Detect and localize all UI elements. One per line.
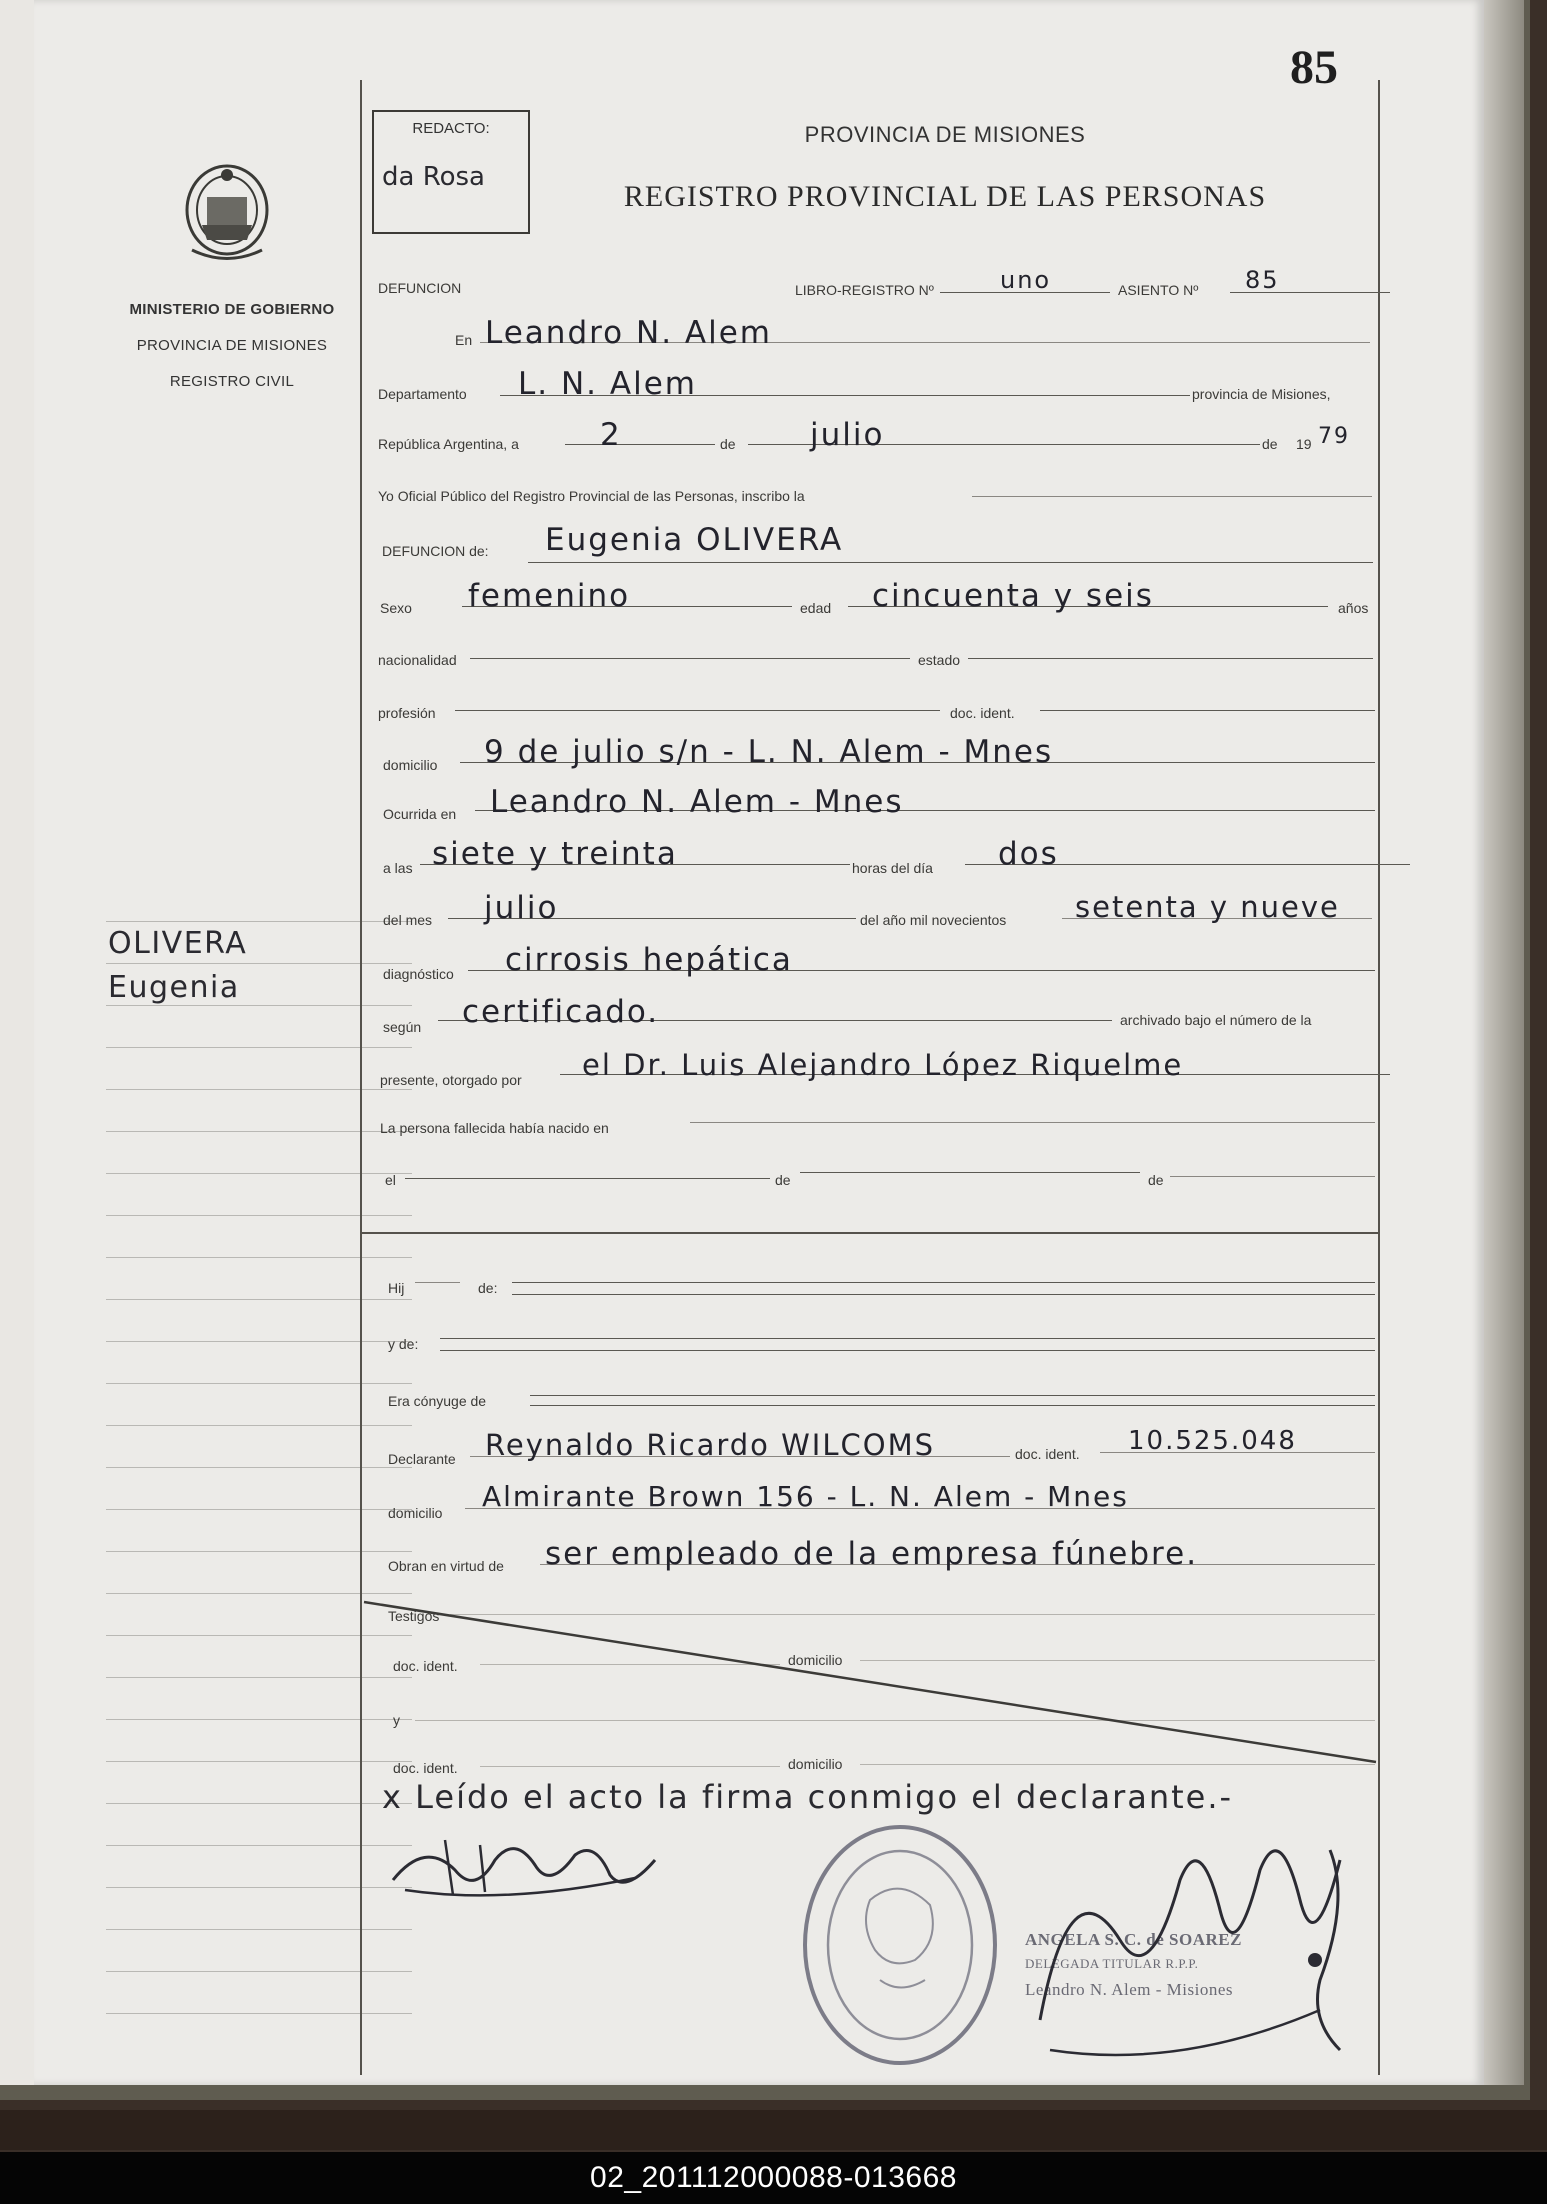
hijo-de-rule-2	[512, 1294, 1375, 1295]
province-header: PROVINCIA DE MISIONES	[804, 122, 1086, 147]
ministry-province: PROVINCIA DE MISIONES	[136, 337, 328, 354]
diagnostico-label: diagnóstico	[383, 966, 454, 982]
mes-value: julio	[810, 417, 885, 453]
stamp-place: Leandro N. Alem - Misiones	[1025, 1980, 1233, 1999]
declarant-signature	[385, 1820, 665, 1910]
testigos-strike-line	[362, 1590, 1378, 1790]
ministry-name: MINISTERIO DE GOBIERNO	[129, 301, 335, 318]
redacto-box	[372, 110, 530, 234]
domicilio-value: 9 de julio s/n - L. N. Alem - Mnes	[484, 734, 1054, 770]
anos-label: años	[1338, 600, 1369, 616]
archivado-label: archivado bajo el número de la	[1120, 1012, 1312, 1028]
testigo2-dom-label: domicilio	[788, 1756, 843, 1772]
redacto-label: REDACTO:	[412, 120, 490, 137]
horas-del-dia-label: horas del día	[852, 860, 933, 876]
conyuge-rule-2	[530, 1405, 1375, 1406]
estado-label: estado	[918, 652, 961, 668]
segun-label: según	[383, 1019, 422, 1035]
testigo2-doc-label: doc. ident.	[393, 1760, 458, 1776]
registry-header: REGISTRO PROVINCIAL DE LAS PERSONAS	[623, 180, 1267, 213]
profesion-label: profesión	[378, 705, 436, 721]
de3-label: de	[1148, 1172, 1164, 1188]
dia-rule	[565, 444, 715, 445]
section-divider	[362, 1232, 1378, 1234]
nacido-label: La persona fallecida había nacido en	[380, 1120, 609, 1136]
declarante-doc-value: 10.525.048	[1128, 1426, 1297, 1456]
defuncion-de-value: Eugenia OLIVERA	[545, 522, 844, 558]
el-label: el	[385, 1172, 396, 1188]
de3-rule	[1170, 1176, 1375, 1177]
asiento-value: 85	[1245, 266, 1280, 294]
de-anio-label: de	[1262, 436, 1278, 452]
declarante-value: Reynaldo Ricardo WILCOMS	[485, 1428, 936, 1462]
conyuge-label: Era cónyuge de	[388, 1393, 487, 1409]
nacionalidad-label: nacionalidad	[378, 652, 457, 668]
obran-value: ser empleado de la empresa fúnebre.	[545, 1536, 1199, 1572]
anio-value: 79	[1318, 424, 1350, 449]
testigo1-doc-label: doc. ident.	[393, 1658, 458, 1674]
diagnostico-value: cirrosis hepática	[505, 942, 793, 978]
image-caption-bar	[0, 2152, 1547, 2204]
dia-muerte-value: dos	[998, 836, 1059, 872]
de-label: de	[720, 436, 736, 452]
asiento-label: ASIENTO Nº	[1118, 282, 1199, 298]
edad-value: cincuenta y seis	[872, 578, 1154, 614]
left-margin-column	[62, 0, 362, 2085]
y-de-label: y de:	[388, 1336, 419, 1352]
margin-note	[108, 922, 368, 1010]
y-de-rule-2	[440, 1350, 1375, 1351]
libro-value: uno	[1000, 266, 1052, 294]
domicilio-label: domicilio	[383, 757, 438, 773]
presente-label: presente, otorgado por	[380, 1072, 522, 1088]
testigo1-dom-label: domicilio	[788, 1652, 843, 1668]
en-value: Leandro N. Alem	[485, 315, 772, 351]
sexo-value: femenino	[468, 578, 631, 614]
libro-label: LIBRO-REGISTRO Nº	[795, 282, 934, 298]
en-label: En	[455, 332, 473, 348]
de2-label: de	[775, 1172, 791, 1188]
sexo-label: Sexo	[380, 600, 412, 616]
del-anio-label: del año mil novecientos	[860, 912, 1007, 928]
leido-statement: x Leído el acto la firma conmigo el declarante.-	[382, 1778, 1234, 1816]
anio-prefix: 19	[1296, 436, 1312, 452]
hijo-de-label: de:	[478, 1280, 498, 1296]
hijo-label: Hij	[388, 1280, 405, 1296]
stamp-name: ANGELA S. C. de SOAREZ	[1025, 1930, 1242, 1949]
official-signature	[1010, 1820, 1370, 2080]
a-las-label: a las	[383, 860, 413, 876]
departamento-label: Departamento	[378, 386, 467, 402]
y-de-rule-1	[440, 1338, 1375, 1339]
hijo-de-rule-1	[512, 1282, 1375, 1283]
testigos-label: Testigos	[388, 1608, 440, 1624]
conyuge-rule-1	[530, 1395, 1375, 1396]
republica-label: República Argentina, a	[378, 436, 519, 452]
departamento-value: L. N. Alem	[518, 366, 697, 402]
image-caption: 02_201112000088-013668	[590, 2161, 957, 2194]
anio-muerte-value: setenta y nueve	[1075, 890, 1340, 924]
defuncion-de-label: DEFUNCION de:	[382, 543, 489, 559]
estado-rule	[968, 658, 1373, 659]
declarante-label: Declarante	[388, 1451, 456, 1467]
provincia-suffix: provincia de Misiones,	[1192, 386, 1331, 402]
del-mes-label: del mes	[383, 912, 433, 928]
official-round-stamp	[780, 1810, 1030, 2080]
margin-given-name: Eugenia	[108, 970, 240, 1005]
doc-ident-rule	[1040, 710, 1375, 711]
margin-surname: OLIVERA	[108, 926, 248, 961]
oficial-rule	[972, 496, 1372, 497]
nacionalidad-rule	[470, 658, 910, 659]
record-type-label: DEFUNCION	[378, 280, 462, 296]
testigo-y-label: y	[393, 1712, 400, 1728]
ministry-block	[102, 292, 362, 400]
stamp-title: DELEGADA TITULAR R.P.P.	[1025, 1956, 1199, 1971]
hora-value: siete y treinta	[432, 836, 678, 872]
page-edge-shadow	[1484, 0, 1524, 2085]
bottom-book-edge	[0, 2110, 1547, 2150]
profesion-rule	[455, 710, 940, 711]
edad-label: edad	[800, 600, 832, 616]
obran-label: Obran en virtud de	[388, 1558, 504, 1574]
ministry-registry: REGISTRO CIVIL	[169, 373, 295, 390]
declarante-dom-value: Almirante Brown 156 - L. N. Alem - Mnes	[482, 1480, 1129, 1513]
hijo-suffix-rule	[415, 1282, 460, 1283]
provincial-seal-icon	[172, 155, 282, 275]
presente-value: el Dr. Luis Alejandro López Riquelme	[582, 1048, 1184, 1082]
doc-ident-label: doc. ident.	[950, 705, 1015, 721]
page-number: 85	[1290, 41, 1338, 94]
form-right-border	[1378, 80, 1380, 2075]
oficial-text: Yo Oficial Público del Registro Provincial de las Personas, inscribo la	[378, 488, 805, 504]
segun-value: certificado.	[462, 994, 660, 1030]
redacto-value: da Rosa	[382, 162, 485, 192]
declarante-dom-label: domicilio	[388, 1505, 443, 1521]
nacido-rule	[690, 1122, 1375, 1123]
defuncion-de-rule	[528, 562, 1373, 563]
ocurrida-label: Ocurrida en	[383, 806, 457, 822]
ocurrida-value: Leandro N. Alem - Mnes	[490, 784, 904, 820]
dia-value: 2	[600, 417, 622, 453]
margin-ruled-lines	[106, 880, 412, 2014]
el-rule	[405, 1178, 770, 1179]
declarante-doc-label: doc. ident.	[1015, 1446, 1080, 1462]
mes-muerte-value: julio	[484, 890, 559, 926]
de2-rule	[800, 1172, 1140, 1173]
